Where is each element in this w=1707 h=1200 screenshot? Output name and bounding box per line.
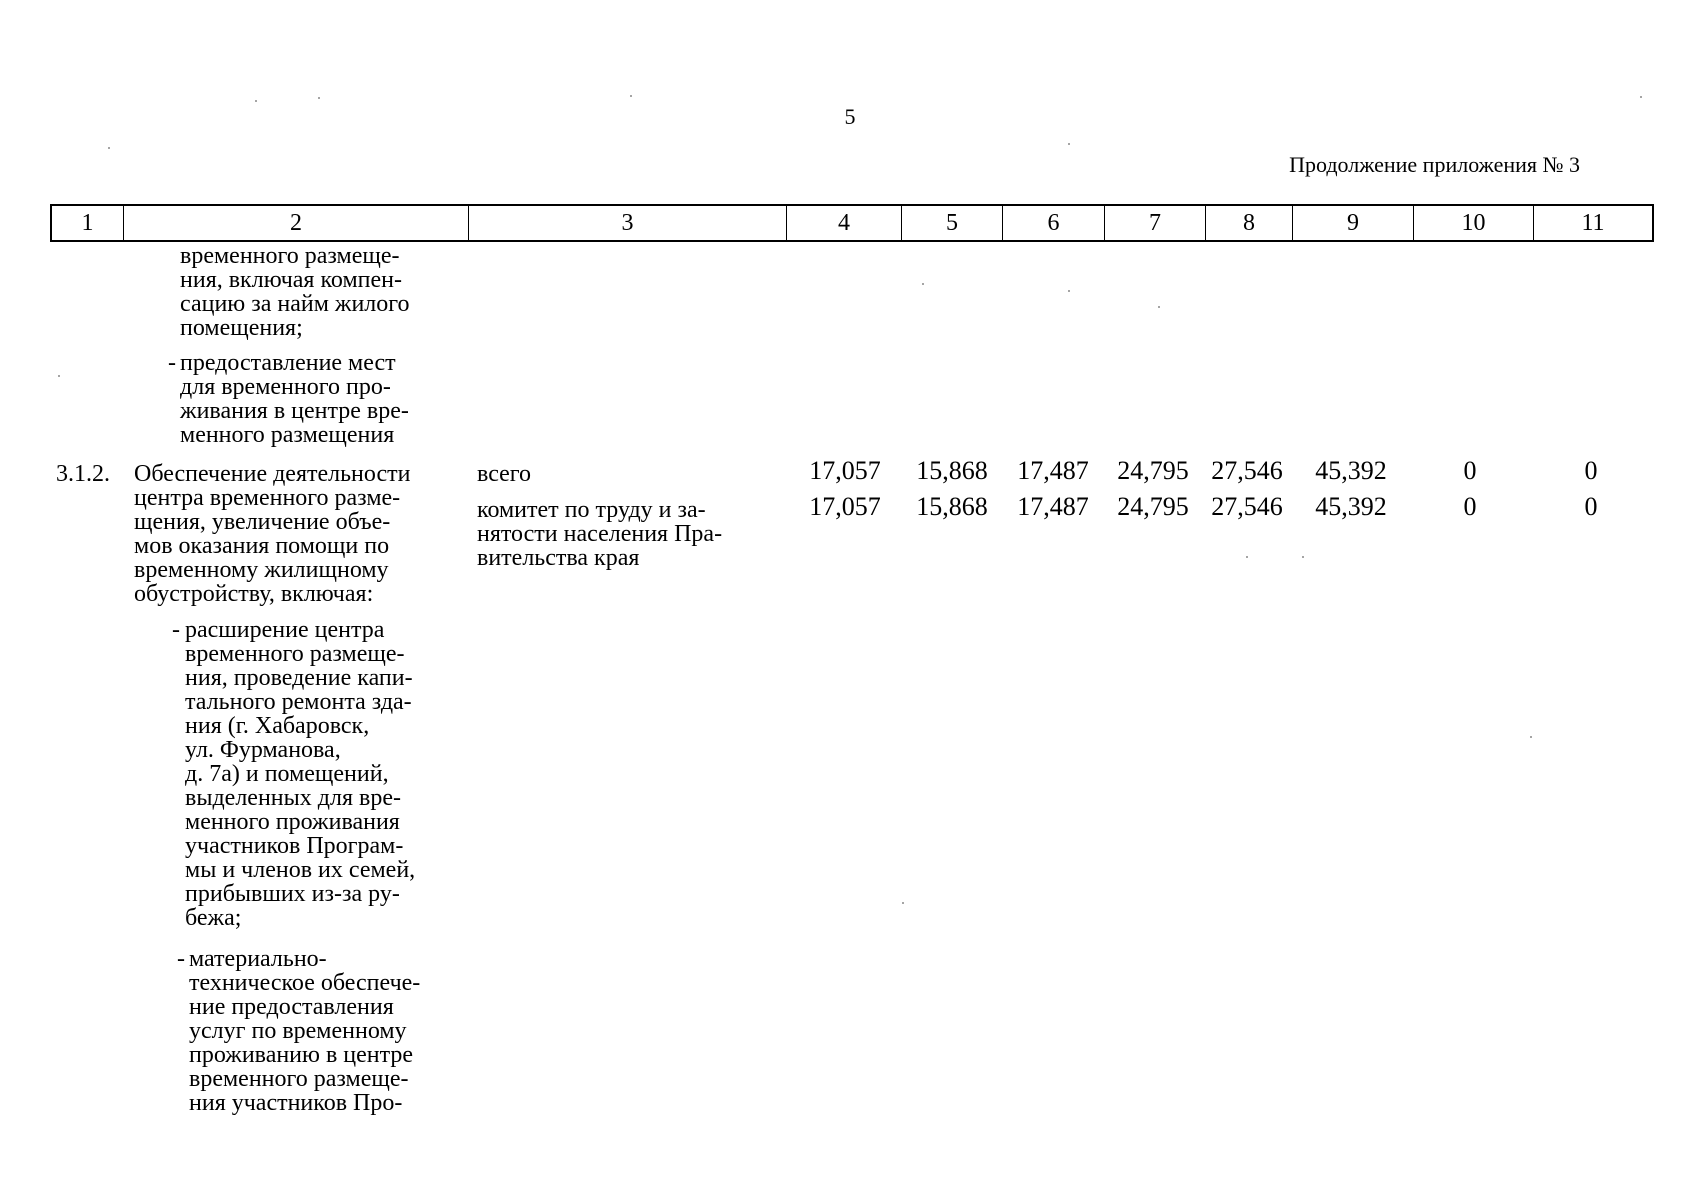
scan-speck <box>58 375 60 377</box>
funding-source-total: всего <box>477 461 532 487</box>
value-total-col4: 17,057 <box>809 456 881 485</box>
value-total-col7: 24,795 <box>1117 456 1189 485</box>
scan-speck <box>1302 556 1304 558</box>
column-number-3: 3 <box>468 206 786 240</box>
column-number-7: 7 <box>1104 206 1205 240</box>
scan-speck <box>108 147 110 149</box>
value-committee-col5: 15,868 <box>916 492 988 521</box>
column-number-1: 1 <box>81 210 94 236</box>
column-number-6: 6 <box>1002 206 1104 240</box>
row-number: 3.1.2. <box>56 461 110 487</box>
column-number-4: 4 <box>786 206 901 240</box>
sub-item-2-dash: - <box>177 946 185 972</box>
column-number-5: 5 <box>901 206 1002 240</box>
value-total-col6: 17,487 <box>1017 456 1089 485</box>
scan-speck <box>902 902 904 904</box>
scan-speck <box>1246 556 1248 558</box>
value-committee-col8: 27,546 <box>1211 492 1283 521</box>
value-committee-col7: 24,795 <box>1117 492 1189 521</box>
scan-speck <box>1640 96 1642 98</box>
scan-speck <box>922 283 924 285</box>
column-number-11: 11 <box>1533 206 1652 240</box>
scan-speck <box>630 95 632 97</box>
value-total-col9: 45,392 <box>1315 456 1387 485</box>
column-number-8: 8 <box>1205 206 1292 240</box>
value-committee-col9: 45,392 <box>1315 492 1387 521</box>
scan-speck <box>1530 736 1532 738</box>
table-header-row <box>50 204 1654 242</box>
sub-item-1-dash: - <box>172 617 180 643</box>
appendix-continuation-note: Продолжение приложения № 3 <box>1289 152 1580 177</box>
value-total-col5: 15,868 <box>916 456 988 485</box>
continuation-text: временного размеще- ния, включая компен- сацию за найм жилого помещения; <box>180 243 410 341</box>
value-committee-col6: 17,487 <box>1017 492 1089 521</box>
continuation-bullet-text: предоставление мест для временного про- живания в центре вре- менного размещения <box>180 350 409 448</box>
scan-speck <box>1158 306 1160 308</box>
column-number-9: 9 <box>1292 206 1413 240</box>
column-number-10: 10 <box>1413 206 1533 240</box>
scan-speck <box>1068 290 1070 292</box>
column-number-2: 2 <box>123 206 468 240</box>
value-committee-col11: 0 <box>1584 492 1598 521</box>
scan-speck <box>318 97 320 99</box>
scan-speck <box>1068 143 1070 145</box>
funding-source-committee: комитет по труду и за- нятости населения Пра- вительства края <box>477 497 723 571</box>
value-committee-col10: 0 <box>1463 492 1477 521</box>
row-title: Обеспечение деятельности центра временного разме- щения, увеличение объе- мов оказания помощи по временному жилищному обустройству, включая: <box>134 461 411 607</box>
value-total-col11: 0 <box>1584 456 1598 485</box>
value-total-col8: 27,546 <box>1211 456 1283 485</box>
value-committee-col4: 17,057 <box>809 492 881 521</box>
page-number: 5 <box>844 104 856 129</box>
sub-item-2-text: материально- техническое обеспече- ние предоставления услуг по временному проживанию в центре временного размеще- ния участников Про- <box>189 946 421 1116</box>
scan-speck <box>255 100 257 102</box>
value-total-col10: 0 <box>1463 456 1477 485</box>
sub-item-1-text: расширение центра временного размеще- ния, проведение капи- тального ремонта зда- ния (г. Хабаровск, ул. Фурманова, д. 7а) и помещений, выделенных для вре- менного проживания участников Програм- мы и членов их семей, прибывших из-за ру- бежа; <box>185 617 416 931</box>
continuation-bullet-dash: - <box>168 350 176 376</box>
